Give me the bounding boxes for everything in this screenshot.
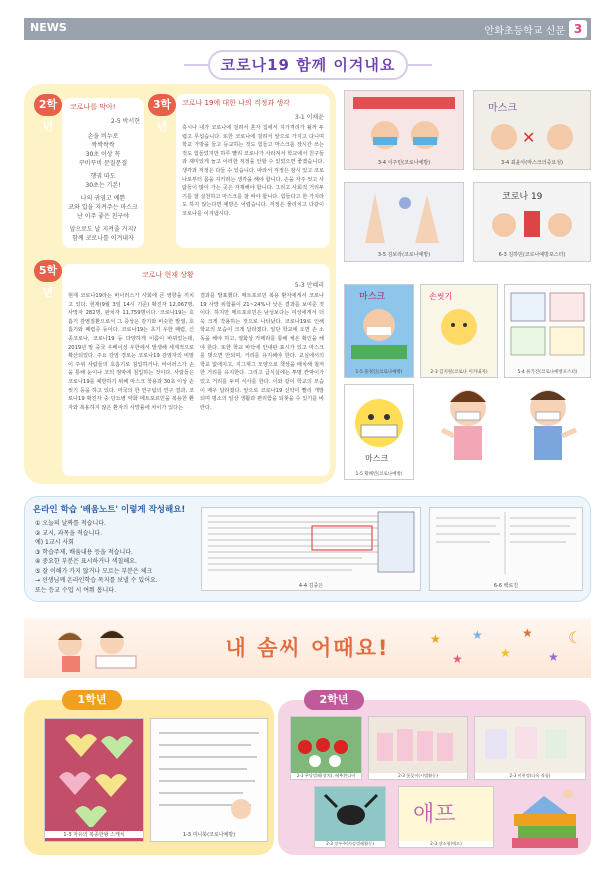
- grade-2-badge: 2학년: [34, 94, 62, 116]
- grade2-tab: 2학년: [304, 690, 364, 710]
- star-icon: ★: [430, 632, 441, 646]
- page-title: 코로나19 함께 이겨내요: [208, 50, 408, 80]
- poem-text: 손을 비누로 싹싹싹싹 30초 이상 꼭 꾸비꾸비 문질문질 행궈 따도 30초는 기본! 나의 귀염고 예쁜 코와 입을 지켜주는 마스크 난 이주 좋은 친구야 앞으로도 날 지켜줄 거지? 함께 코로나를 이겨내자: [68, 133, 138, 242]
- note-image: [429, 507, 583, 591]
- poster-image: 3-4 이주민(코로나예방): [344, 90, 464, 170]
- title-line-left: [184, 64, 208, 66]
- artwork-drawing: [475, 717, 585, 769]
- moon-icon: ☾: [568, 628, 583, 647]
- svg-text:마스크: 마스크: [488, 103, 517, 114]
- artwork-image: [368, 716, 468, 780]
- section-label: NEWS: [30, 21, 67, 34]
- note-lines: [430, 508, 582, 578]
- article-grade3: [176, 94, 330, 248]
- artwork-drawing: [369, 717, 467, 769]
- article-body-left: 현재 코로나19라는 바이러스가 사회에 큰 영향을 끼치고 있다. 현재(9월 3일 14시 기준) 확진자 12,067명, 사망자 282명, 완치자 11,759명이다. 코로나19는 호흡기 감염질환으로서 그 증상은 감기와 비슷한 발열, 호흡기와 폐렴증 등이다. 코로나19는 초기 우한 폐렴, 신종코로나, 코로나19 등 다양하게 이름이 바뀌었는데, 2019년 말 중국 우베이성 우한에서 발생해 세계적으로 확산되었다. 주요 감염 경로는 코로나19 감염자의 비말이 주위 사람들의 호흡기로 침입하거나, 바이러스가 손을 통해 눈이나 코의 점막에 침입하는 것이다. 사람들은 코로나19를 예방하기 위해 마스크 착용과 30초 이상 손 씻기 등을 하고 있다. 미국의 한 연구팀의 연구 결과, 코로나19 확진자 중 당뇨병 악화 메트포르민을 복용한 환자와 복용하지 않은 환자의 사망률에 차이가 있다는: [68, 293, 194, 411]
- learning-title: 온라인 학습 '배움노트' 이렇게 작성해요!: [33, 505, 186, 515]
- artwork-caption: 1-3 자유의 복종한왕 스케치: [45, 831, 143, 838]
- svg-text:마스크: 마스크: [365, 454, 389, 463]
- artwork-image: [398, 786, 494, 848]
- artwork-drawing: [291, 717, 361, 769]
- article-author: 5-3 안혜리: [294, 282, 324, 289]
- article-body-right: 결과를 발표했다. 메트포르민 복용 환자에게서 코로나19 사망 위험률이 21~24%나 낮은 결과를 보여준 것이다. 하지만 메트포르민은 남성보다는 여성에게서 더욱 크게 작용하는 것으로 나타났다. 코로나19로 인해 학교의 모습이 크게 달라졌다. 일단 학교에 오면 손 소독을 해야 하고, 열화상 카메라를 통해 체온 확인을 해야 한다. 또한 학교 바닥에 안내판 표시가 있고 마스크를 벗으면 안되며, 거리를 유지해야 한다. 교실에서의 학교 없애지고, 지그재그 모양으로 책상을 배치해 철저한 거리를 유지한다. 그리고 급식실에는 투명 칸막이가 있고 거리를 두며 식사를 한다. 이와 같이 학교의 모습이 매우 달라졌다. 앞으로 코로나19 신약이 빨리 개발되며 평소의 일상 생활과 편리함을 되찾을 수 있기를 바란다.: [200, 293, 324, 411]
- learning-notes-panel: [24, 496, 591, 602]
- svg-text:마스크: 마스크: [359, 292, 386, 302]
- note-image: [201, 507, 421, 591]
- artwork-image: [44, 718, 144, 842]
- article-body: 혹시나 내가 코로나에 걸려서 혼자 집에서 지가격리가 될까 두렵고 무섭습니다. 또한 코로나에 걸려서 앞으로 가지고 다니며 학교 가방을 들고 등교하는 것도 힘들고 마스크를 장시간 쓰는 것도 힘들었지만 하루 빨리 코로나가 사라져서 학교에서 친구들과 재미있게 놀고 이러한 걱정을 안할 수 있었으면 좋겠습니다. 생각과 걱정은 다들 수 있습니다. 따라서 걱정은 잠시 있고 코로나로부터 몸을 지키려는 생각을 해야 합니다. 손을 자주 씻고 사람들이 많이 가는 곳은 자제해야 합니다. 그리고 사회적 거리두기를 잘 실천하고 마스크를 잘 써야 합니다. 힘들다고 한 가지라도 하지 않는다면 예방은 어렵습니다. 걱정은 물리치고 다같이 코로나를 이겨냅시다.: [182, 125, 324, 217]
- newspaper-name: 안화초등학교 신문: [484, 26, 565, 37]
- star-icon: ★: [472, 628, 483, 642]
- poster-drawing: [345, 285, 413, 365]
- talent-title: 내 솜씨 어때요!: [225, 636, 390, 660]
- article-title: 코로나 19에 대한 나의 걱정과 생각: [182, 99, 290, 107]
- artwork-caption: 1-3 미니북(코로나예방): [182, 832, 236, 838]
- artwork-caption: 2-3 장우주(사슴벌레활동): [315, 841, 385, 847]
- star-icon: ★: [522, 626, 533, 640]
- poster-image: 5-4 류가진(코로나예방포스터): [504, 284, 591, 378]
- title-line-right: [408, 64, 432, 66]
- grade-5-badge: 5학년: [34, 260, 62, 282]
- grade1-tab: 1학년: [62, 690, 122, 710]
- kids-illustration: [430, 380, 590, 480]
- artwork-image: [314, 786, 386, 848]
- poster-image: 마스크 ✕ 3-4 최윤아(마스크의중요성): [473, 90, 591, 170]
- article-title: 코로나 현재 상황: [142, 271, 194, 279]
- note-lines: [202, 508, 420, 578]
- artwork-caption: 2-3 이현정(다육 작품): [475, 773, 585, 779]
- artwork-image: [150, 718, 268, 842]
- svg-text:✕: ✕: [522, 128, 536, 147]
- artwork-caption: 2-3 꽃꽂이(시범활동): [369, 773, 467, 779]
- poster-image: 마스크 1-5 황혜빈(코로나예방): [344, 384, 414, 480]
- poster-drawing: [345, 183, 463, 247]
- article-grade5: [62, 264, 330, 476]
- poster-image: 3-5 김보라(코로나예방): [344, 182, 464, 262]
- poster-drawing: [345, 91, 463, 155]
- grade-3-badge: 3학년: [148, 94, 176, 116]
- page-header: [24, 18, 591, 40]
- artwork-drawing: [45, 719, 143, 827]
- svg-text:애프: 애프: [413, 802, 456, 827]
- poster-drawing: [421, 285, 497, 365]
- star-icon: ★: [548, 650, 559, 664]
- artwork-caption: 2-3 장소영(애프): [399, 841, 493, 847]
- note-caption: 6-6 백로진: [493, 583, 519, 589]
- books-illustration: [508, 784, 586, 850]
- poster-drawing: [474, 91, 590, 155]
- svg-text:코로나 19: 코로나 19: [502, 192, 543, 202]
- article-author: 2-5 박서현: [110, 118, 140, 125]
- poster-drawing: [505, 285, 590, 365]
- page-number: 3: [569, 20, 587, 38]
- artwork-drawing: [315, 787, 385, 837]
- artwork-caption: 2-3 무당벌레(장치), 배추흰나비: [291, 773, 361, 779]
- note-caption: 4-4 김중은: [298, 583, 324, 589]
- artwork-drawing: [151, 719, 267, 827]
- poster-image: 마스크 1-5 홍정인(코로나예방): [344, 284, 414, 378]
- artwork-drawing: [399, 787, 493, 837]
- artwork-image: [290, 716, 362, 780]
- poster-image: 손씻기 2-3 김지원(코로나 이겨내자): [420, 284, 498, 378]
- poster-drawing: [474, 183, 590, 247]
- article-author: 3-1 이채윤: [294, 114, 324, 121]
- svg-text:손씻기: 손씻기: [429, 292, 453, 301]
- articles-panel: [24, 84, 336, 484]
- poster-image: 코로나 19 6-3 김하민(코로나예방포스터): [473, 182, 591, 262]
- artwork-image: [474, 716, 586, 780]
- star-icon: ★: [452, 652, 463, 666]
- kids-reading-illustration: [40, 622, 150, 680]
- poster-drawing: [345, 385, 413, 467]
- star-icon: ★: [500, 646, 511, 660]
- learning-steps: ① 오늘의 날짜를 적습니다. ② 교시, 과목을 적습니다. 예) 1교시 사회 ③ 학습주제, 배움내용 등을 적습니다. ④ 중요한 부분은 표시하거나 색칠해요. ⑤ 잘 이해가 가지 않거나 모르는 부분은 체크 → 선생님께 온라인학습 목지를 보낼 수 있어요. 또는 등교 수업 시 여쭤 봅니다.: [35, 520, 158, 594]
- article-title: 코로나를 막아!: [70, 103, 116, 111]
- article-grade2: [62, 98, 144, 248]
